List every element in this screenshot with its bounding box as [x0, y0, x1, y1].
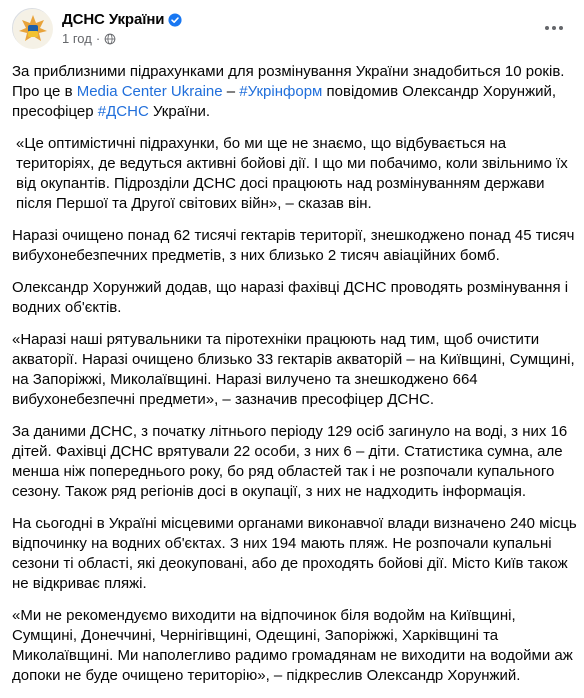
page-avatar[interactable] [12, 8, 52, 48]
post-paragraph-8: «Ми не рекомендуємо виходити на відпочинок біля водойм на Київщині, Сумщині, Донеччині, Чернігівщині, Одещині, Запоріжжі, Харківщині та Миколаївщині. Ми наполегливо радимо громадянам не виходити на водойми аж допоки не буде очищено територію», – підкреслив Олександр Хорунжий. [12, 607, 573, 684]
post-time[interactable]: 1 год [62, 31, 92, 46]
post-paragraph-2: «Це оптимістичні підрахунки, бо ми ще не знаємо, що відбувається на територіях, де ведуться активні бойові дії. І що ми побачимо, коли звільнимо їх від окупантів. Підрозділи ДСНС досі працюють над розмінуванням держави після Першої та Другої світових війн», – сказав він. [16, 135, 568, 212]
verified-badge-icon [168, 13, 182, 27]
media-center-link[interactable]: Media Center Ukraine [76, 83, 223, 100]
post-header [12, 8, 572, 50]
author-line [62, 11, 182, 28]
post-paragraph-7: На сьогодні в Україні місцевими органами виконавчої влади визначено 240 місць відпочинку на водних об'єктах. З них 194 мають пляж. Не розпочали купальні сезони ті області, які деокуповані, або де проходять бойові дії. Місто Київ також не відкриває пляжі. [12, 515, 577, 592]
post-paragraph-1: За приблизними підрахунками для розмінування України знадобиться 10 років. Про це в Media Center Ukraine – #Укрінформ повідомив Олександр Хорунжий, пресофіцер #ДСНС України. [12, 63, 565, 120]
ukrinform-hashtag[interactable]: #Укрінформ [239, 83, 323, 100]
author-name[interactable]: ДСНС України [62, 11, 165, 28]
post-paragraph-6: За даними ДСНС, з початку літнього періоду 129 осіб загинуло на воді, з них 16 дітей. Фахівці ДСНС врятували 22 особи, з них 6 – діти. Статистика сумна, але менша ніж попереднього року, бо ряд областей так і не розпочали купального сезону. Також ряд регіонів досі в окупації, з них не надходить інформація. [12, 423, 568, 500]
emblem-icon [13, 9, 53, 49]
meta-separator: · [95, 31, 101, 46]
post-body [12, 62, 577, 698]
post-meta [62, 31, 116, 46]
more-options-button[interactable] [540, 14, 568, 42]
post-paragraph-4: Олександр Хорунжий додав, що наразі фахівці ДСНС проводять розмінування і водних об'єктів. [12, 279, 569, 316]
dsns-hashtag[interactable]: #ДСНС [97, 103, 149, 120]
more-options-icon [545, 26, 549, 30]
post-paragraph-3: Наразі очищено понад 62 тисячі гектарів території, знешкоджено понад 45 тисяч вибухонебезпечних предметів, з них близько 2 тисяч авіаційних бомб. [12, 227, 575, 264]
globe-icon [104, 33, 116, 45]
post-paragraph-5: «Наразі наші рятувальники та піротехніки працюють над тим, щоб очистити акваторії. Наразі очищено близько 33 гектарів акваторій – на Київщині, Сумщині, на Запоріжжі, Миколаївщині. Наразі вилучено та знешкоджено 664 вибухонебезпечні предмети», – зазначив пресофіцер ДСНС. [12, 331, 575, 408]
